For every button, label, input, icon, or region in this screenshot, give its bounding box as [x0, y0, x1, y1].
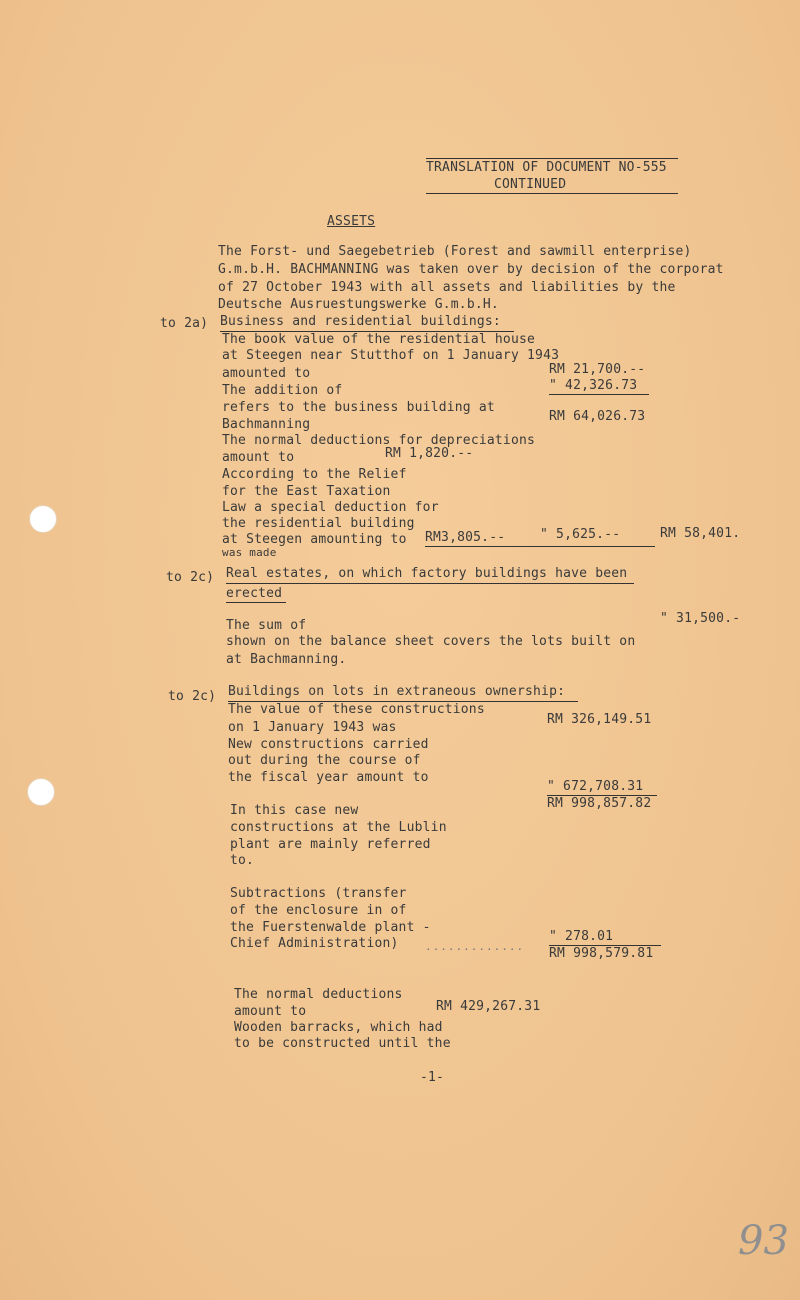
section-b-amount: " 31,500.- — [660, 611, 741, 626]
intro-line: The Forst- und Saegebetrieb (Forest and sawmill enterprise) — [218, 244, 692, 259]
subtractions-amount: " 278.01 — [549, 929, 614, 944]
section-a-line: Law a special deduction for — [222, 500, 439, 515]
section-b-line: shown on the balance sheet covers the lots built on — [226, 634, 636, 649]
subtotal2-amount: RM 998,579.81 — [549, 946, 654, 961]
page-number: -1- — [420, 1070, 445, 1085]
book-value-amount: RM 21,700.-- — [549, 362, 646, 377]
addition-amount: " 42,326.73 — [549, 378, 638, 393]
page-title: ASSETS — [327, 214, 376, 229]
intro-line: G.m.b.H. BACHMANNING was taken over by decision of the corporat — [218, 262, 724, 277]
section-b-heading-1: Real estates, on which factory buildings have been — [226, 566, 628, 581]
section-c-ref: to 2c) — [168, 689, 217, 704]
section-b-heading-rule-2 — [226, 602, 286, 603]
header-rule-top — [426, 158, 678, 159]
section-c-line: on 1 January 1943 was — [228, 720, 397, 735]
section-a-line: for the East Taxation — [222, 484, 391, 499]
net-amount: RM 58,401. — [660, 526, 741, 541]
total-deduction-amount: " 5,625.-- — [540, 527, 621, 542]
section-c-line: the Fuerstenwalde plant - — [230, 920, 431, 935]
deduction-rule — [425, 546, 655, 547]
subtotal1-amount: RM 998,857.82 — [547, 796, 652, 811]
addition-rule — [549, 394, 649, 395]
section-c-line: constructions at the Lublin — [230, 820, 447, 835]
section-b-line: at Bachmanning. — [226, 652, 347, 667]
section-c-heading: Buildings on lots in extraneous ownership: — [228, 684, 566, 699]
special-deduction-amount: RM3,805.-- — [425, 530, 506, 545]
section-a-line: at Steegen near Stutthof on 1 January 1943 — [222, 348, 560, 363]
normal-deductions-amount: RM 429,267.31 — [436, 999, 541, 1014]
section-a-line: According to the Relief — [222, 467, 407, 482]
new-constructions-amount: " 672,708.31 — [547, 779, 644, 794]
section-a-line: The book value of the residential house — [222, 332, 536, 347]
punch-hole-bottom — [27, 778, 55, 806]
section-a-line: amounted to — [222, 366, 311, 381]
section-c-line: out during the course of — [228, 753, 421, 768]
section-b-heading-rule-1 — [226, 583, 634, 584]
header-line-2: CONTINUED — [494, 177, 567, 192]
section-c-line: In this case new — [230, 803, 359, 818]
section-c-line: the fiscal year amount to — [228, 770, 429, 785]
section-a-ref: to 2a) — [160, 316, 209, 331]
subtotal-amount: RM 64,026.73 — [549, 409, 646, 424]
normal-deduction-amount: RM 1,820.-- — [385, 446, 474, 461]
section-c-line: The value of these constructions — [228, 702, 485, 717]
section-a-line: Bachmanning — [222, 417, 311, 432]
section-c-line: plant are mainly referred — [230, 837, 431, 852]
header-line-1: TRANSLATION OF DOCUMENT NO-555 — [426, 160, 667, 175]
section-c-line: Subtractions (transfer — [230, 886, 407, 901]
section-a-line: was made — [222, 546, 277, 559]
section-a-line: at Steegen amounting to — [222, 532, 407, 547]
section-c-line: of the enclosure in of — [230, 903, 407, 918]
dot-leader: ............. — [425, 940, 525, 953]
section-a-line: The addition of — [222, 383, 343, 398]
section-a-line: the residential building — [222, 516, 415, 531]
section-b-ref: to 2c) — [166, 570, 215, 585]
section-c-line: New constructions carried — [228, 737, 429, 752]
handwritten-folio: 93 — [738, 1218, 789, 1264]
section-b-heading-2: erected — [226, 586, 283, 601]
intro-line: of 27 October 1943 with all assets and liabilities by the — [218, 280, 676, 295]
section-c-line: Wooden barracks, which had — [234, 1020, 443, 1035]
section-c-line: to. — [230, 853, 255, 868]
section-a-line: refers to the business building at — [222, 400, 495, 415]
section-a-line: amount to — [222, 450, 295, 465]
value-amount: RM 326,149.51 — [547, 712, 652, 727]
section-c-line: amount to — [234, 1004, 307, 1019]
section-c-line: to be constructed until the — [234, 1036, 451, 1051]
section-b-line: The sum of — [226, 618, 307, 633]
section-c-line: Chief Administration) — [230, 936, 399, 951]
section-a-line: The normal deductions for depreciations — [222, 433, 536, 448]
section-c-line: The normal deductions — [234, 987, 403, 1002]
section-a-heading: Business and residential buildings: — [220, 314, 501, 329]
header-rule-bottom — [426, 193, 678, 194]
intro-line: Deutsche Ausruestungswerke G.m.b.H. — [218, 297, 499, 312]
punch-hole-top — [29, 505, 57, 533]
